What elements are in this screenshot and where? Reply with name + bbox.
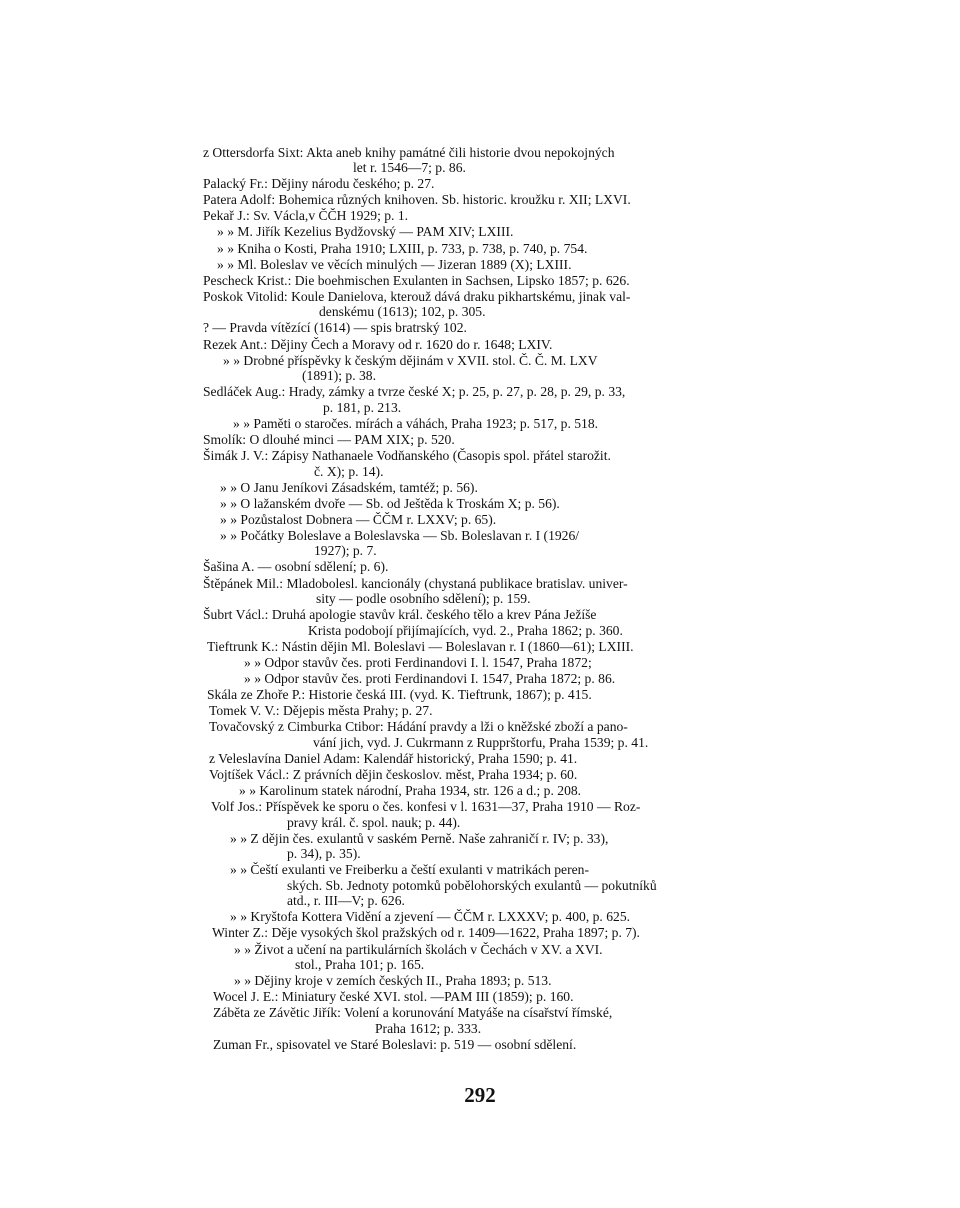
bibliography-entry (203, 751, 783, 767)
bibliography-entry (203, 241, 783, 257)
bibliography-entry (203, 273, 783, 289)
entry-continuation-line: (1891); p. 38. (302, 368, 377, 384)
entry-line: » » Paměti o staročes. mírách a váhách, Praha 1923; p. 517, p. 518. (233, 415, 599, 431)
entry-line: Štěpánek Mil.: Mladobolesl. kancionály (chystaná publikace bratislav. univer- (203, 575, 628, 591)
entry-line: Šubrt Václ.: Druhá apologie stavův král. českého tělo a krev Pána Ježíše (203, 607, 597, 623)
entry-line: » » Drobné příspěvky k českým dějinám v XVII. stol. Č. Č. M. LXV (223, 352, 598, 368)
entry-line: » » Dějiny kroje v zemích českých II., Praha 1893; p. 513. (234, 973, 552, 989)
entry-continuation-line: denskému (1613); 102, p. 305. (319, 304, 486, 320)
bibliography-entry (203, 862, 783, 909)
bibliography-entry (203, 655, 783, 671)
entry-continuation-line: 1927); p. 7. (314, 543, 377, 559)
entry-line: z Ottersdorfa Sixt: Akta aneb knihy památné čili historie dvou nepokojných (203, 144, 615, 160)
entry-line: Patera Adolf: Bohemica různých knihoven. Sb. historic. kroužku r. XII; LXVI. (203, 192, 631, 208)
entry-continuation-line: pravy král. č. spol. nauk; p. 44). (287, 814, 461, 830)
entry-line: » » Z dějin čes. exulantů v saském Perně. Naše zahraničí r. IV; p. 33), (230, 830, 609, 846)
entry-line: Pekař J.: Sv. Václa,v ČČH 1929; p. 1. (203, 208, 409, 224)
bibliography-entry (203, 257, 783, 273)
entry-line: Pescheck Krist.: Die boehmischen Exulanten in Sachsen, Lipsko 1857; p. 626. (203, 272, 630, 288)
bibliography-entry (203, 337, 783, 353)
bibliography-entry (203, 671, 783, 687)
entry-line: » » Ml. Boleslav ve věcích minulých — Jizeran 1889 (X); LXIII. (217, 256, 572, 272)
entry-line: z Veleslavína Daniel Adam: Kalendář historický, Praha 1590; p. 41. (209, 750, 578, 766)
entry-line: Winter Z.: Děje vysokých škol pražských od r. 1409—1622, Praha 1897; p. 7). (212, 925, 640, 941)
entry-continuation-line: vání jich, vyd. J. Cukrmann z Rupprštorfu, Praha 1539; p. 41. (313, 734, 649, 750)
bibliography-entry (203, 320, 783, 336)
bibliography-entry (203, 973, 783, 989)
entry-line: Sedláček Aug.: Hrady, zámky a tvrze české X; p. 25, p. 27, p. 28, p. 29, p. 33, (203, 384, 626, 400)
bibliography-entry (203, 783, 783, 799)
bibliography-entry (203, 512, 783, 528)
bibliography-entry (203, 1037, 783, 1053)
bibliography-entry (203, 607, 783, 638)
bibliography-entry (203, 831, 783, 862)
entry-line: » » Kniha o Kosti, Praha 1910; LXIII, p. 733, p. 738, p. 740, p. 754. (217, 240, 588, 256)
entry-line: Wocel J. E.: Miniatury české XVI. stol. —PAM III (1859); p. 160. (213, 989, 574, 1005)
bibliography-entry (203, 208, 783, 224)
entry-line: » » Pozůstalost Dobnera — ČČM r. LXXV; p. 65). (220, 511, 497, 527)
entry-line: Záběta ze Závětic Jiřík: Volení a korunování Matyáše na císařství římské, (213, 1005, 613, 1021)
entry-line: » » Čeští exulanti ve Freiberku a čeští exulanti v matrikách peren- (230, 862, 589, 878)
entry-continuation-line: Praha 1612; p. 333. (375, 1020, 482, 1036)
entry-line: Tomek V. V.: Dějepis města Prahy; p. 27. (209, 703, 433, 719)
bibliography-entry (203, 528, 783, 559)
entry-line: Vojtíšek Václ.: Z právních dějin českoslov. měst, Praha 1934; p. 60. (209, 766, 578, 782)
entry-line: Tieftrunk K.: Nástin dějin Ml. Boleslavi — Boleslavan r. I (1860—61); LXIII. (207, 638, 634, 654)
bibliography-entry (203, 145, 783, 176)
entry-line: Šašina A. — osobní sdělení; p. 6). (203, 559, 389, 575)
entry-line: » » Počátky Boleslave a Boleslavska — Sb. Boleslavan r. I (1926/ (220, 527, 580, 543)
entry-continuation-line: č. X); p. 14). (314, 463, 384, 479)
entry-line: Palacký Fr.: Dějiny národu českého; p. 27. (203, 176, 435, 192)
bibliography-entry (203, 687, 783, 703)
entry-continuation-line: atd., r. III—V; p. 626. (287, 893, 405, 909)
entry-line: » » Karolinum statek národní, Praha 1934, str. 126 a d.; p. 208. (239, 783, 582, 798)
entry-line: Smolík: O dlouhé minci — PAM XIX; p. 520. (203, 431, 455, 447)
bibliography-entry (203, 1005, 783, 1036)
bibliography-entry (203, 384, 783, 415)
bibliography-entry (203, 176, 783, 192)
entry-continuation-line: ských. Sb. Jednoty potomků pobělohorských exulantů — pokutníků (287, 877, 657, 893)
entry-continuation-line: let r. 1546—7; p. 86. (353, 160, 466, 176)
entry-line: Poskok Vitolid: Koule Danielova, kterouž dává draku pikhartskému, jinak val- (203, 288, 631, 304)
bibliography-entry (203, 719, 783, 750)
entry-line: » » O lažanském dvoře — Sb. od Ještěda k Troskám X; p. 56). (220, 495, 560, 511)
bibliography-entry (203, 480, 783, 496)
entry-continuation-line: Krista podobojí přijímajících, vyd. 2., Praha 1862; p. 360. (308, 622, 623, 638)
bibliography-entry (203, 496, 783, 512)
bibliography-entry (203, 703, 783, 719)
bibliography-entry (203, 909, 783, 925)
entry-line: Skála ze Zhoře P.: Historie česká III. (vyd. K. Tieftrunk, 1867); p. 415. (207, 687, 592, 703)
entry-line: » » Odpor stavův čes. proti Ferdinandovi I. 1547, Praha 1872; p. 86. (244, 670, 616, 686)
bibliography-entry (203, 576, 783, 607)
bibliography-entry (203, 416, 783, 432)
entry-line: Zuman Fr., spisovatel ve Staré Boleslavi: p. 519 — osobní sdělení. (213, 1036, 577, 1052)
entry-line: » » M. Jiřík Kezelius Bydžovský — PAM XIV; LXIII. (217, 224, 514, 240)
bibliography-entry (203, 353, 783, 384)
bibliography-entry (203, 432, 783, 448)
entry-continuation-line: p. 181, p. 213. (323, 399, 402, 415)
entry-line: » » Život a učení na partikulárních školách v Čechách v XV. a XVI. (234, 941, 603, 957)
bibliography-entry (203, 559, 783, 575)
entry-line: Rezek Ant.: Dějiny Čech a Moravy od r. 1620 do r. 1648; LXIV. (203, 336, 553, 352)
entry-line: » » Kryštofa Kottera Vidění a zjevení — ČČM r. LXXXV; p. 400, p. 625. (230, 909, 631, 925)
entry-continuation-line: p. 34), p. 35). (287, 846, 361, 862)
bibliography-entry (203, 224, 783, 240)
entry-line: Tovačovský z Cimburka Ctibor: Hádání pravdy a lži o kněžské zboží a pano- (209, 719, 628, 735)
entry-continuation-line: sity — podle osobního sdělení); p. 159. (316, 591, 531, 607)
bibliography-entry (203, 192, 783, 208)
page-number: 292 (464, 1083, 496, 1107)
bibliography-entry (203, 942, 783, 973)
bibliography-entry (203, 639, 783, 655)
entry-line: » » Odpor stavův čes. proti Ferdinandovi I. l. 1547, Praha 1872; (244, 654, 592, 670)
bibliography-entry (203, 799, 783, 830)
bibliography-entry (203, 925, 783, 941)
entry-line: Šimák J. V.: Zápisy Nathanaele Vodňanského (Časopis spol. přátel starožit. (203, 448, 611, 463)
bibliography-entry (203, 289, 783, 320)
bibliography-list (203, 144, 783, 1052)
entry-line: » » O Janu Jeníkovi Zásadském, tamtéž; p. 56). (220, 479, 478, 495)
bibliography-entry (203, 448, 783, 479)
entry-line: Volf Jos.: Příspěvek ke sporu o čes. konfesi v l. 1631—37, Praha 1910 — Roz- (211, 799, 641, 815)
bibliography-entry (203, 767, 783, 783)
entry-line: ? — Pravda vítězící (1614) — spis bratrský 102. (203, 320, 467, 336)
bibliography-entry (203, 989, 783, 1005)
entry-continuation-line: stol., Praha 101; p. 165. (295, 957, 425, 973)
